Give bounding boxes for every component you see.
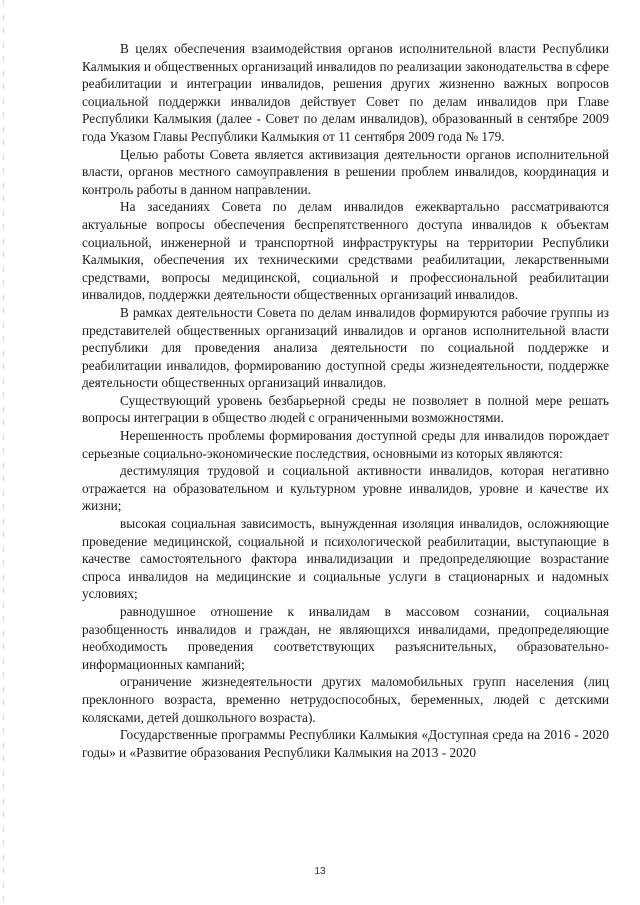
scan-edge-mark <box>3 0 4 905</box>
list-item-destimulation: дестимуляция трудовой и социальной активности инвалидов, которая негативно отражается на образовательном и культурном уровне инвалидов, уровне и качестве их жизни; <box>82 463 609 514</box>
page-number: 13 <box>314 866 326 877</box>
list-item-indifference: равнодушное отношение к инвалидам в массовом сознании, социальная разобщенность инвалидов и граждан, не являющихся инвалидами, предопределяющие необходимость проведения соответствующих разъяснительных, образовательно-информационных кампаний; <box>82 604 609 672</box>
paragraph-working-groups: В рамках деятельности Совета по делам инвалидов формируются рабочие группы из представителей общественных организаций инвалидов и органов исполнительной власти республики для проведения анализа деятельности по социальной поддержке и реабилитации инвалидов, формированию доступной среды жизнедеятельности, поддержке деятельности общественных организаций инвалидов. <box>82 304 609 391</box>
list-item-social-dependence: высокая социальная зависимость, вынужденная изоляция инвалидов, осложняющие проведение медицинской, социальной и психологической реабилитации, выступающие в качестве самостоятельного фактора инвалидизации и предопределяющие возрастание спроса инвалидов на медицинские и социальные услуги в стационарных и надомных условиях; <box>82 516 609 602</box>
paragraph-council-goal: Целью работы Совета является активизация деятельности органов исполнительной власти, органов местного самоуправления в решении проблем инвалидов, координация и контроль работы в данном направлении. <box>82 146 609 197</box>
paragraph-barrier-free-level: Существующий уровень безбарьерной среды не позволяет в полной мере решать вопросы интеграции в общество людей с ограниченными возможностями. <box>82 392 609 426</box>
list-item-limited-mobility: ограничение жизнедеятельности других маломобильных групп населения (лиц преклонного возраста, временно нетрудоспособных, беременных, людей с детскими колясками, детей дошкольного возраста). <box>82 674 609 725</box>
paragraph-state-programs: Государственные программы Республики Калмыкия «Доступная среда на 2016 - 2020 годы» и «Развитие образования Республики Калмыкия на 2013 - 2020 <box>82 727 609 760</box>
paragraph-consequences-intro: Нерешенность проблемы формирования доступной среды для инвалидов порождает серьезные социально-экономические последствия, основными из которых являются: <box>82 428 609 461</box>
paragraph-council-establishment: В целях обеспечения взаимодействия органов исполнительной власти Республики Калмыкия и общественных организаций инвалидов по реализации законодательства в сфере реабилитации и интеграции инвалидов, решения других жизненно важных вопросов социальной поддержки инвалидов действует Совет по делам инвалидов при Главе Республики Калмыкия (далее - Совет по делам инвалидов), образованный в сентябре 2009 года Указом Главы Республики Калмыкия от 11 сентября 2009 года № 179. <box>82 41 609 144</box>
document-body <box>82 40 609 761</box>
paragraph-council-meetings: На заседаниях Совета по делам инвалидов ежеквартально рассматриваются актуальные вопросы обеспечения беспрепятственного доступа инвалидов к объектам социальной, инженерной и транспортной инфраструктуры на территории Республики Калмыкия, обеспечения их техническими средствами реабилитации, лекарственными средствами, вопросы медицинской, социальной и профессиональной реабилитации инвалидов, поддержки деятельности общественных организаций инвалидов. <box>82 199 609 303</box>
